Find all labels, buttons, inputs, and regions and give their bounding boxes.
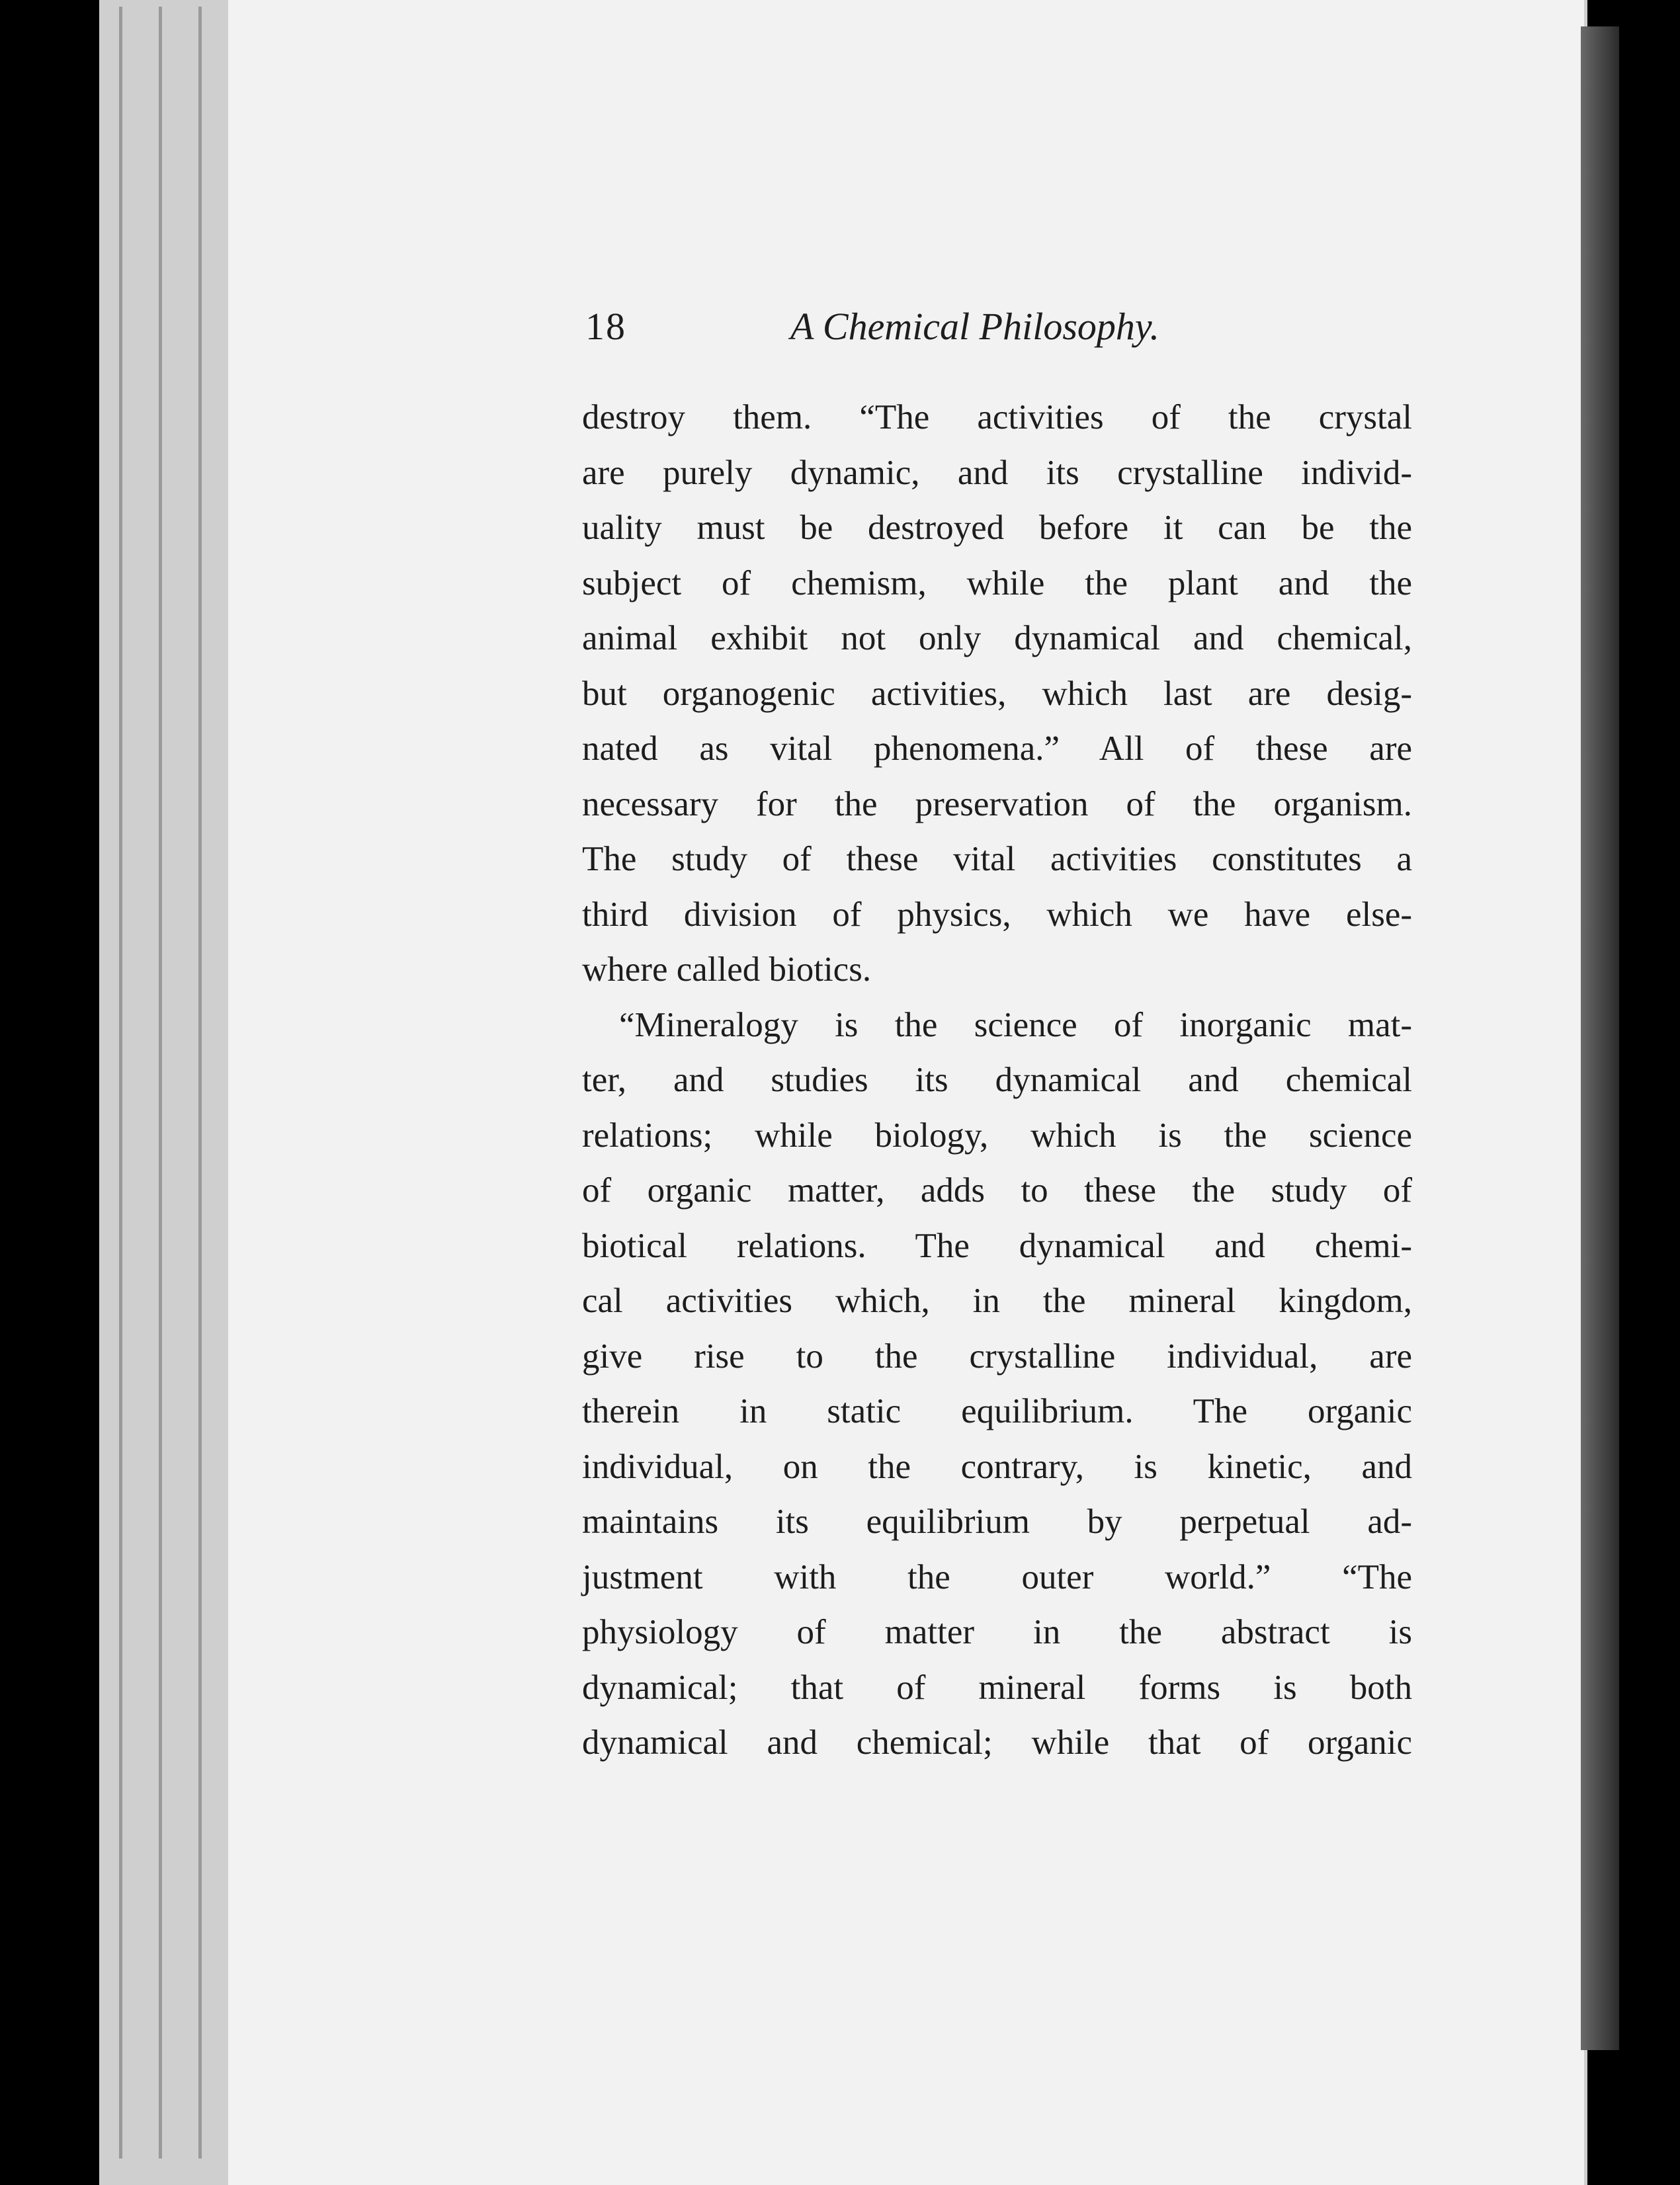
paragraph bbox=[582, 998, 1412, 1771]
text-line: but organogenic activities, which last are desig- bbox=[582, 674, 1412, 713]
text-line: necessary for the preservation of the organism. bbox=[582, 784, 1412, 823]
text-line: biotical relations. The dynamical and chemi- bbox=[582, 1226, 1412, 1265]
page-edge bbox=[159, 7, 162, 2159]
text-line: maintains its equilibrium by perpetual ad- bbox=[582, 1503, 1412, 1541]
text-line: are purely dynamic, and its crystalline individ- bbox=[582, 453, 1412, 492]
text-line: give rise to the crystalline individual, are bbox=[582, 1337, 1412, 1376]
text-line: individual, on the contrary, is kinetic, and bbox=[582, 1447, 1412, 1486]
page-edge bbox=[198, 7, 202, 2159]
text-line: dynamical; that of mineral forms is both bbox=[582, 1668, 1412, 1707]
text-line: “Mineralogy is the science of inorganic mat- bbox=[619, 1005, 1412, 1044]
text-line: of organic matter, adds to these the study of bbox=[582, 1171, 1412, 1210]
text-line: nated as vital phenomena.” All of these are bbox=[582, 729, 1412, 768]
text-line: uality must be destroyed before it can be the bbox=[582, 509, 1412, 547]
text-line: cal activities which, in the mineral kingdom, bbox=[582, 1282, 1412, 1320]
paragraph bbox=[582, 390, 1412, 998]
page-edge bbox=[119, 7, 122, 2159]
text-line: The study of these vital activities constitutes a bbox=[582, 840, 1412, 878]
running-title: A Chemical Philosophy. bbox=[790, 305, 1159, 348]
text-line: third division of physics, which we have else- bbox=[582, 895, 1412, 934]
page-number: 18 bbox=[585, 305, 626, 348]
text-line: ter, and studies its dynamical and chemical bbox=[582, 1061, 1412, 1099]
gutter-shadow bbox=[1581, 26, 1619, 2050]
page-header bbox=[585, 304, 1214, 357]
text-line: relations; while biology, which is the science bbox=[582, 1116, 1412, 1155]
text-line: physiology of matter in the abstract is bbox=[582, 1613, 1412, 1651]
text-line: destroy them. “The activities of the crystal bbox=[582, 398, 1412, 436]
text-line: therein in static equilibrium. The organic bbox=[582, 1392, 1412, 1430]
text-line: dynamical and chemical; while that of organic bbox=[582, 1723, 1412, 1762]
text-line: animal exhibit not only dynamical and chemical, bbox=[582, 619, 1412, 657]
body-text bbox=[582, 390, 1412, 1771]
text-line: justment with the outer world.” “The bbox=[582, 1557, 1412, 1596]
text-line: where called biotics. bbox=[582, 950, 872, 989]
text-line: subject of chemism, while the plant and the bbox=[582, 563, 1412, 602]
